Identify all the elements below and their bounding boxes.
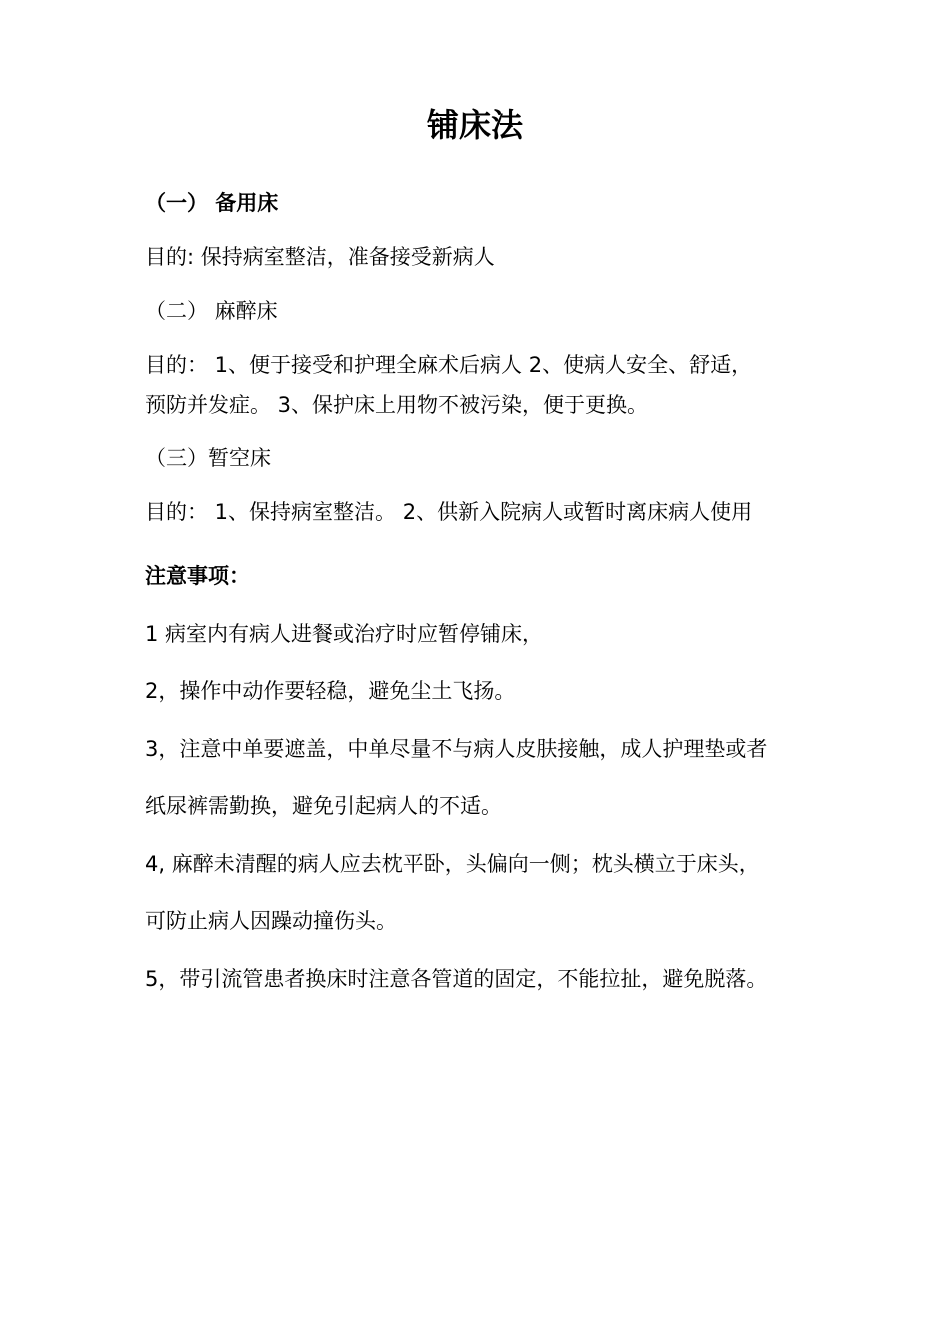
section-2-purpose-line-2: 预防并发症。 3、保护床上用物不被污染，便于更换。	[145, 393, 649, 417]
note-line: 1 病室内有病人进餐或治疗时应暂停铺床，	[145, 622, 544, 646]
note-line: 5，带引流管患者换床时注意各管道的固定，不能拉扯，避免脱落。	[145, 967, 768, 991]
note-line: 纸尿裤需勤换，避免引起病人的不适。	[145, 794, 502, 818]
section-3-heading: （三）暂空床	[145, 446, 271, 470]
section-3-purpose: 目的： 1、保持病室整洁。 2、供新入院病人或暂时离床病人使用	[145, 500, 753, 524]
section-2-heading: （二） 麻醉床	[145, 299, 278, 323]
note-line: 4, 麻醉未清醒的病人应去枕平卧，头偏向一侧；枕头横立于床头，	[145, 852, 760, 876]
note-line: 2，操作中动作要轻稳，避免尘土飞扬。	[145, 679, 516, 703]
section-1-purpose: 目的: 保持病室整洁，准备接受新病人	[145, 245, 495, 269]
note-line: 可防止病人因躁动撞伤头。	[145, 909, 397, 933]
section-2-purpose-line-1: 目的： 1、便于接受和护理全麻术后病人 2、使病人安全、舒适，	[145, 353, 753, 377]
note-line: 3，注意中单要遮盖，中单尽量不与病人皮肤接触，成人护理垫或者	[145, 737, 768, 761]
document-title: 铺床法	[426, 106, 523, 144]
notes-heading: 注意事项：	[145, 564, 250, 588]
section-1-heading: （一） 备用床	[145, 191, 279, 215]
